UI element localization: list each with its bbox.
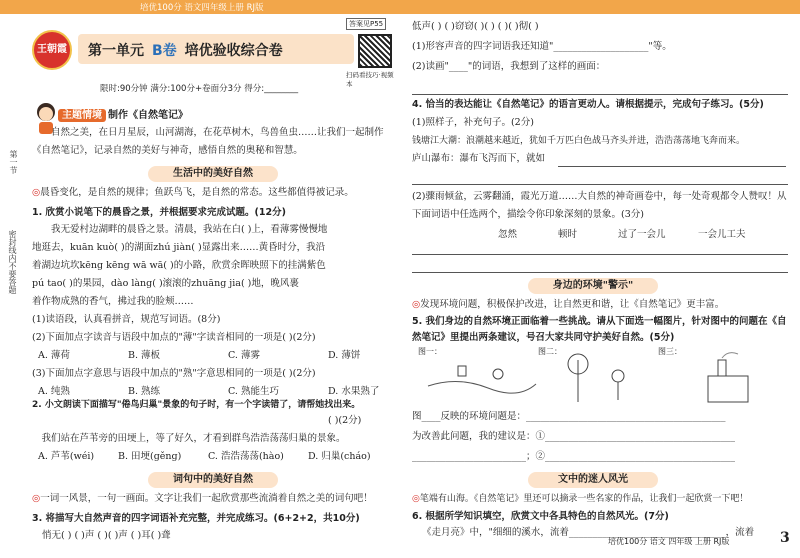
q5-line-1: 图____反映的环境问题是：__________________________________________ — [412, 411, 726, 422]
brand-logo: 王朝霞 — [32, 30, 72, 70]
page-title — [88, 40, 283, 60]
option-d[interactable]: D. 水果熟了 — [328, 386, 380, 397]
qr-caption: 扫码看技巧·视频本 — [346, 71, 394, 88]
question-1: 1. 欣赏小说笔下的晨昏之景，并根据要求完成试题。(12分) — [32, 207, 286, 218]
qr-code-icon[interactable] — [358, 34, 392, 68]
q3-sub-1: (1)形容声音的四字词语我还知道"____________________"等。 — [412, 41, 672, 52]
section2-lead: ◎一词一风景，一句一画面。文字让我们一起欣赏那些流淌着自然之美的词句吧！ — [32, 493, 373, 504]
title-suffix: 培优验收综合卷 — [184, 43, 283, 59]
option-c[interactable]: C. 薄雾 — [228, 350, 260, 361]
passage-line-4: pú tao( )的果园，dào làng( )滚滚的zhuāng jia( )地，晚风裹 — [32, 278, 299, 289]
topbar-text: 培优100分 语文四年级上册 RJ版 — [140, 3, 264, 13]
page-number: 3 — [780, 530, 790, 546]
left-page — [28, 16, 398, 556]
picture-2[interactable] — [538, 346, 658, 406]
option-b[interactable]: B. 薄板 — [128, 350, 161, 361]
question-3: 3. 将描写大自然声音的四字词语补充完整，并完成练习。(6+2+2，共10分) — [32, 513, 360, 524]
spine-text-2: 密封线内不要答题 — [8, 230, 17, 294]
passage-line-3: 着湖边坑坎kēng kēng wā wā( )的小路，欣赏余晖映照下的挂满紫色 — [32, 260, 326, 271]
title-prefix: 第一单元 — [88, 43, 144, 59]
passage-line-2: 地逛去，kuān kuò( )的湖面zhú jiàn( )显露出来……黄昏时分，我沿 — [32, 242, 326, 253]
intro-paragraph: 自然之美，在日月星辰，山河湖海，在花草树木，鸟兽鱼虫……让我们一起制作《自然笔记》，记录自然的美好与神奇，感悟自然的奥秘和智慧。 — [32, 127, 384, 156]
question-2: 2. 小文朗读下面描写"倦鸟归巢"景象的句子时，有一个字读错了，请帮她找出来。 — [32, 400, 361, 410]
section1-lead: ◎晨昏变化，是自然的规律；鱼跃鸟飞，是自然的常态。这些都值得被记录。 — [32, 187, 354, 198]
question-6: 6. 根据所学知识填空，欣赏文中各具特色的自然风光。(7分) — [412, 511, 669, 522]
word-option: 忽然 — [498, 229, 518, 240]
subq-1-2: (2)下面加点字读音与语段中加点的"薄"字读音相同的一项是( )(2分) — [32, 332, 316, 343]
answer-line[interactable] — [412, 184, 788, 185]
question-6-line: 《走月亮》中，"细细的溪水，流着_________________________________，流着 — [422, 527, 755, 538]
option-b[interactable]: B. 田埂(gěng) — [118, 451, 182, 462]
picture-label: 图一： — [418, 347, 442, 356]
option-a[interactable]: A. 芦苇(wéi) — [38, 451, 95, 462]
option-a[interactable]: A. 薄荷 — [38, 350, 70, 361]
q3-sub-2: (2)读画"____"的词语，我想到了这样的画面： — [412, 61, 606, 72]
answer-line[interactable] — [412, 254, 788, 255]
top-bar — [0, 0, 800, 14]
option-c[interactable]: C. 浩浩荡荡(hào) — [208, 451, 284, 462]
section-title-2: 词句中的美好自然 — [148, 472, 278, 488]
section-title-1: 生活中的美好自然 — [148, 166, 278, 182]
section-title-3: 身边的环境"警示" — [528, 278, 658, 294]
q4-sub-2: (2)骤雨倾盆，云雾翻涌，霞光万道……大自然的神奇画卷中，每一处奇观都令人赞叹！从下面词语中任选两个，描绘令你印象深刻的景象。(3分) — [412, 191, 787, 220]
q4-example-2: 庐山瀑布：瀑布飞泻而下，就如 — [412, 153, 546, 164]
theme-tag-label: 主题情境 — [58, 109, 106, 122]
q5-line-3: ________________________；②________________________________________ — [412, 451, 736, 462]
exam-meta: 限时:90分钟 满分:100分+卷面分3分 得分:________ — [100, 84, 299, 94]
subq-1-1: (1)读语段，认真看拼音，规范写词语。(8分) — [32, 314, 221, 325]
option-d[interactable]: D. 归巢(cháo) — [308, 451, 371, 462]
picture-1[interactable] — [418, 346, 538, 406]
subq-1-3: (3)下面加点字意思与语段中加点的"熟"字意思相同的一项是( )(2分) — [32, 368, 316, 379]
question-5: 5. 我们身边的自然环境正面临着一些挑战。请从下面选一幅图片，针对图中的问题在《自然笔记》里提出两条建议，号召大家共同守护美好自然。(5分) — [412, 316, 787, 343]
passage-line-5: 着作物成熟的香气，拂过我的脸颊…… — [32, 296, 194, 307]
title-juan: B卷 — [152, 43, 177, 59]
picture-3[interactable] — [658, 346, 778, 406]
passage-line-1: 我无爱村边湖畔的晨昏之景。清晨，我站在白( )上，看薄雾慢慢地 — [51, 224, 328, 235]
section3-lead: ◎发现环境问题，积极保护改进，让自然更和谐，让《自然笔记》更丰富。 — [412, 299, 725, 310]
q5-line-2: 为改善此问题，我的建议是：①________________________________________ — [412, 431, 736, 442]
word-option: 顿时 — [558, 229, 578, 240]
q4-sub-1: (1)照样子，补充句子。(2分) — [412, 117, 534, 128]
section4-lead: ◎笔端有山海。《自然笔记》里还可以摘录一些名家的作品，让我们一起欣赏一下吧！ — [412, 494, 749, 504]
theme-tag-title: 制作《自然笔记》 — [108, 110, 188, 121]
picture-label: 图三： — [658, 347, 682, 356]
theme-tag — [58, 106, 188, 121]
question-2-sentence: 我们站在芦苇旁的田埂上，等了好久，才看到群鸟浩浩荡荡归巢的景象。 — [41, 433, 346, 444]
right-page — [408, 16, 792, 556]
q3-line-2: 低声( ) ( )窃窃( )( ) ( )( )彻( ) — [412, 21, 539, 32]
answer-line[interactable] — [412, 94, 788, 95]
q4-example-1: 钱塘江大潮：浪潮越来越近，犹如千万匹白色战马齐头并进，浩浩荡荡地飞奔而来。 — [412, 136, 746, 146]
option-d[interactable]: D. 薄饼 — [328, 350, 361, 361]
word-option: 过了一会儿 — [618, 229, 666, 240]
title-band — [78, 34, 354, 64]
answer-line[interactable] — [412, 272, 788, 273]
word-option: 一会儿工夫 — [698, 229, 746, 240]
answer-reference: 答案见P55 — [346, 18, 386, 30]
option-b[interactable]: B. 熟练 — [128, 386, 161, 397]
question-4: 4. 恰当的表达能让《自然笔记》的语言更动人。请根据提示，完成句子练习。(5分) — [412, 99, 764, 110]
question-3-line: 悄无( ) ( )声 ( )( )声 ( )耳( )聋 — [42, 530, 171, 541]
question-2-score: ( )(2分) — [328, 415, 362, 426]
option-a[interactable]: A. 纯熟 — [38, 386, 70, 397]
picture-set — [408, 346, 788, 406]
footer-text: 培优100分 语文 四年级 上册 RJ版 — [608, 537, 730, 546]
section-title-4: 文中的迷人风光 — [528, 472, 658, 488]
answer-line[interactable] — [558, 166, 786, 167]
option-c[interactable]: C. 熟能生巧 — [228, 386, 279, 397]
picture-label: 图二： — [538, 347, 562, 356]
spine-text: 第一节 — [9, 150, 18, 174]
